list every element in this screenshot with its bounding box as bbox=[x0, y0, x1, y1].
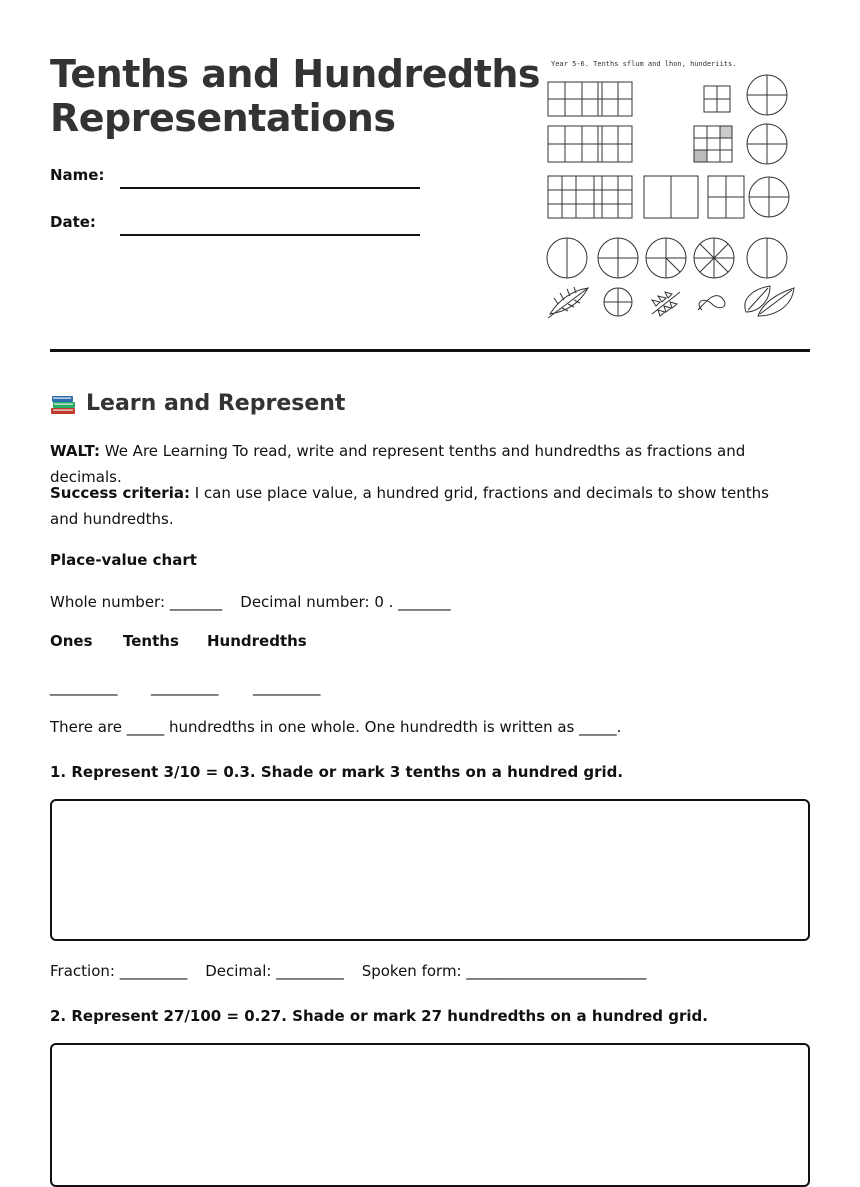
fraction-shapes-image bbox=[544, 56, 798, 322]
whole-decimal-line bbox=[50, 589, 790, 615]
question-2-prompt: 2. Represent 27/100 = 0.27. Shade or mark 27 hundredths on a hundred grid. bbox=[50, 1007, 708, 1025]
tenths-blank[interactable]: _________ bbox=[151, 678, 219, 696]
column-tenths: Tenths bbox=[123, 632, 179, 650]
walt-text: We Are Learning To read, write and represent tenths and hundredths as fractions and decimals. bbox=[50, 442, 746, 486]
column-hundredths: Hundredths bbox=[207, 632, 307, 650]
hundredths-sentence: There are _____ hundredths in one whole. One hundredth is written as _____. bbox=[50, 718, 622, 736]
question-1-answer-box[interactable] bbox=[50, 799, 810, 941]
whole-number-blank: Whole number: _______ bbox=[50, 593, 223, 611]
name-field[interactable] bbox=[120, 187, 420, 189]
date-field[interactable] bbox=[120, 234, 420, 236]
name-label: Name: bbox=[50, 166, 105, 184]
image-caption: Year 5-6. Tenths sflum and lhon, hunderiits. bbox=[551, 60, 737, 68]
hundredths-blank[interactable]: _________ bbox=[253, 678, 321, 696]
page-title bbox=[50, 52, 540, 140]
question-1-answers bbox=[50, 958, 790, 984]
spoken-form-blank[interactable]: Spoken form: ________________________ bbox=[361, 962, 647, 980]
success-text: I can use place value, a hundred grid, fractions and decimals to show tenths and hundredths. bbox=[50, 484, 769, 528]
place-value-heading: Place-value chart bbox=[50, 551, 197, 569]
walt-label: WALT: bbox=[50, 442, 100, 460]
decimal-number-blank: Decimal number: 0 . _______ bbox=[240, 593, 451, 611]
section-heading bbox=[50, 388, 345, 420]
section-title: Learn and Represent bbox=[86, 391, 346, 416]
header-divider bbox=[50, 349, 810, 352]
question-1-prompt: 1. Represent 3/10 = 0.3. Shade or mark 3 tenths on a hundred grid. bbox=[50, 763, 624, 781]
ones-blank[interactable]: _________ bbox=[50, 678, 118, 696]
books-icon bbox=[50, 392, 76, 416]
column-ones: Ones bbox=[50, 632, 93, 650]
date-label: Date: bbox=[50, 213, 96, 231]
title-line-1: Tenths and Hundredths bbox=[50, 52, 541, 96]
fraction-blank[interactable]: Fraction: _________ bbox=[50, 962, 188, 980]
question-2-answer-box[interactable] bbox=[50, 1043, 810, 1187]
title-line-2: Representations bbox=[50, 96, 396, 140]
success-criteria bbox=[50, 480, 790, 532]
success-label: Success criteria: bbox=[50, 484, 190, 502]
decimal-blank[interactable]: Decimal: _________ bbox=[205, 962, 344, 980]
